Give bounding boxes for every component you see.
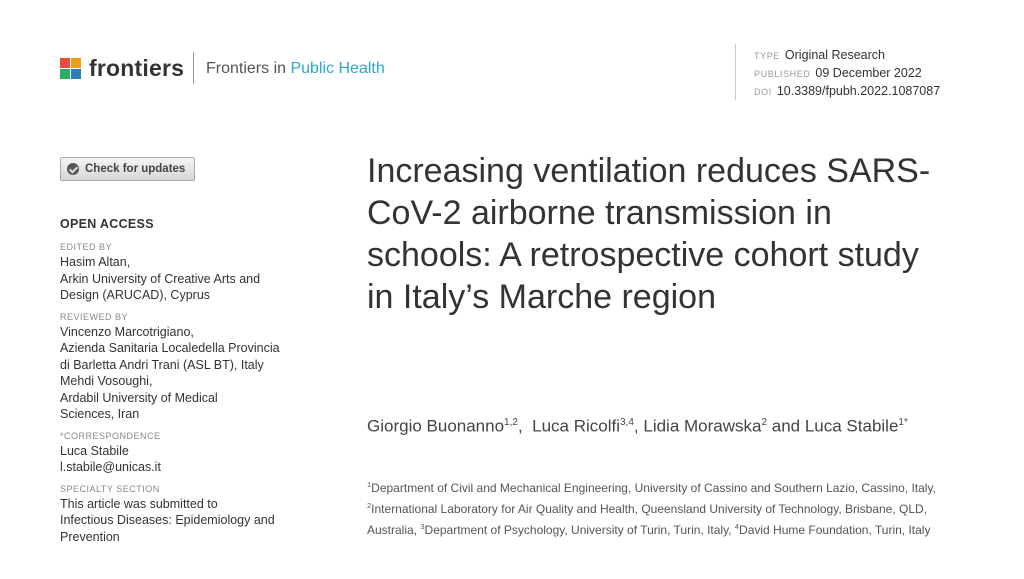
author-list: [367, 409, 967, 441]
article-title: Increasing ventilation reduces SARS-CoV-2 airborne transmission in schools: A retrospective cohort study in Italy’s Marche region: [367, 152, 931, 316]
affiliation-text: Department of Civil and Mechanical Engineering, University of Cassino and Southern Lazio, Cassino, Italy,: [371, 481, 936, 495]
meta-published-value: 09 December 2022: [815, 66, 922, 80]
sidebar-line: Arkin University of Creative Arts and: [60, 271, 261, 286]
affiliation-marker: 2: [367, 501, 372, 510]
logo-square-red: [60, 58, 70, 68]
author-affiliation-marker: 1*: [898, 417, 908, 428]
article-meta: [754, 47, 940, 101]
author-separator: and: [767, 416, 805, 436]
author-name[interactable]: Giorgio Buonanno: [367, 416, 505, 436]
sidebar-line: Design (ARUCAD), Cyprus: [60, 288, 211, 302]
journal-prefix: Frontiers in: [206, 60, 291, 77]
reviewed-by-lines: [60, 324, 300, 423]
sidebar-line: Prevention: [60, 529, 120, 544]
affiliation-marker: 4: [734, 522, 740, 531]
affiliation-list: [367, 476, 957, 539]
correspondence-lines: [60, 443, 300, 476]
sidebar-line[interactable]: l.stabile@unicas.it: [60, 460, 161, 474]
logo-square-blue: [71, 69, 81, 79]
author-name[interactable]: Luca Ricolfi: [532, 416, 620, 436]
author-affiliation-marker: 3,4: [620, 417, 634, 428]
author-affiliation-marker: 2: [761, 417, 768, 428]
edited-by-lines: [60, 254, 300, 304]
reviewed-by-section: [60, 312, 300, 423]
header-divider: [193, 52, 194, 84]
meta-published-label: PUBLISHED: [754, 69, 811, 79]
edited-by-label: EDITED BY: [60, 242, 113, 252]
checkmark-circle-icon: [67, 163, 79, 175]
sidebar-line: Vincenzo Marcotrigiano,: [60, 324, 194, 339]
author-separator: ,: [633, 416, 644, 436]
article-sidebar: [60, 217, 300, 553]
sidebar-line: Azienda Sanitaria Localedella Provincia: [60, 341, 280, 355]
author-name[interactable]: Luca Stabile: [804, 416, 899, 436]
frontiers-logo[interactable]: [60, 55, 184, 82]
specialty-label: SPECIALTY SECTION: [60, 483, 160, 494]
author-name[interactable]: Lidia Morawska: [643, 416, 762, 436]
logo-wordmark: frontiers: [89, 55, 185, 81]
specialty-lines: [60, 496, 300, 546]
meta-doi-label: DOI: [754, 87, 772, 97]
sidebar-line: Ardabil University of Medical: [60, 390, 218, 405]
author-affiliation-marker: 1,2: [504, 417, 518, 428]
journal-name[interactable]: [206, 60, 385, 78]
meta-type-label: TYPE: [754, 51, 780, 61]
meta-divider: [735, 44, 736, 100]
reviewed-by-label: REVIEWED BY: [60, 311, 129, 322]
affiliation-text: Department of Psychology, University of Turin, Turin, Italy,: [424, 523, 735, 537]
sidebar-line: Hasim Altan,: [60, 255, 131, 269]
edited-by-section: [60, 242, 300, 304]
sidebar-line: Mehdi Vosoughi,: [60, 374, 153, 388]
specialty-section: [60, 484, 300, 546]
affiliation-marker: 3: [420, 522, 425, 531]
affiliation-marker: 1: [367, 480, 372, 489]
meta-type-value: Original Research: [784, 48, 885, 62]
frontiers-logo-icon: [60, 58, 82, 80]
meta-published: [754, 65, 940, 83]
meta-type: [754, 47, 940, 65]
check-for-updates-label: Check for updates: [85, 163, 186, 175]
open-access-heading: OPEN ACCESS: [60, 217, 154, 231]
affiliation-text: International Laboratory for Air Quality and Health, Queensland University of Technology, Brisbane, QLD, Australia,: [367, 502, 928, 537]
logo-square-green: [60, 69, 70, 79]
meta-doi-value[interactable]: 10.3389/fpubh.2022.1087087: [776, 84, 941, 98]
sidebar-line: Infectious Diseases: Epidemiology and: [60, 513, 275, 527]
meta-doi: [754, 83, 940, 101]
check-for-updates-button[interactable]: [60, 157, 195, 181]
affiliation-text: David Hume Foundation, Turin, Italy: [739, 523, 931, 537]
correspondence-section: [60, 431, 300, 476]
sidebar-line: Sciences, Iran: [60, 407, 140, 421]
sidebar-line: di Barletta Andri Trani (ASL BT), Italy: [60, 357, 264, 372]
author-separator: ,: [517, 416, 533, 436]
sidebar-line: Luca Stabile: [60, 443, 129, 458]
sidebar-line: This article was submitted to: [60, 496, 218, 511]
journal-title: Public Health: [290, 60, 385, 77]
logo-square-orange: [71, 58, 81, 68]
correspondence-label: *CORRESPONDENCE: [60, 430, 161, 441]
